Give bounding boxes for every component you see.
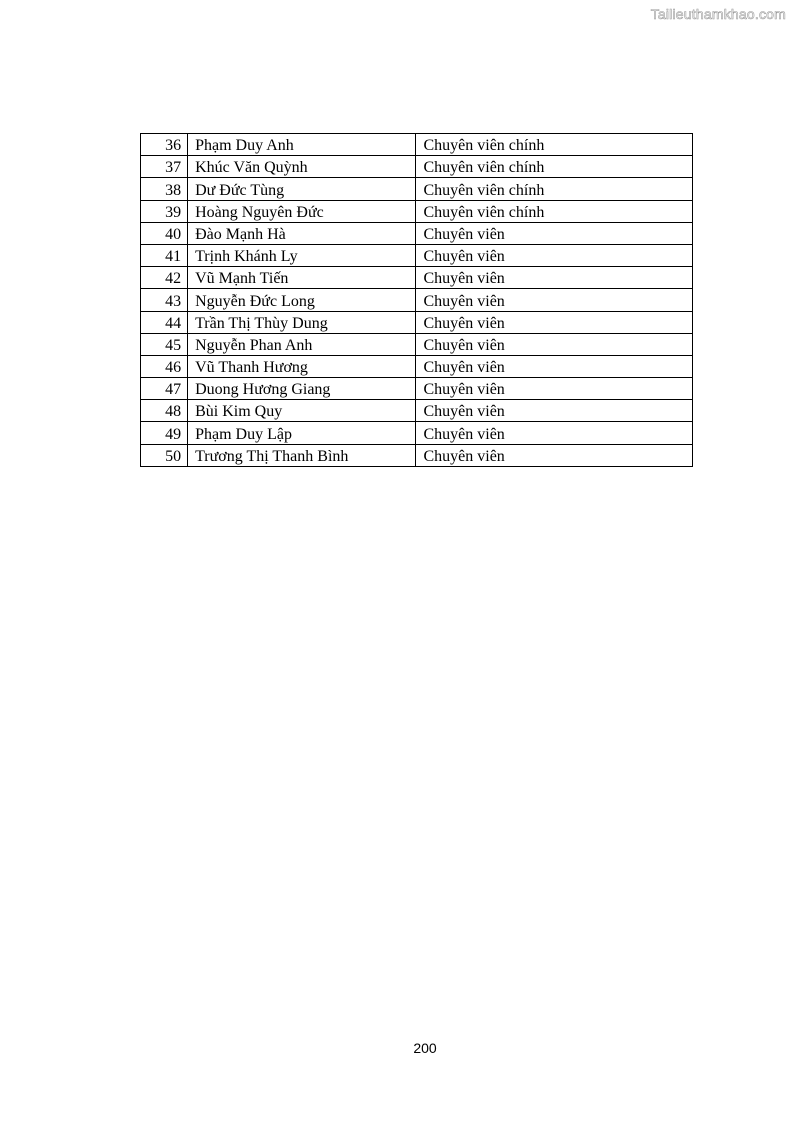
full-name-cell: Trịnh Khánh Ly — [188, 244, 416, 266]
row-number-cell: 39 — [141, 200, 188, 222]
job-title-cell: Chuyên viên — [416, 311, 693, 333]
table-row — [141, 134, 693, 156]
row-number-cell: 44 — [141, 311, 188, 333]
table-row — [141, 222, 693, 244]
watermark-text: Tailieuthamkhao.com — [650, 6, 786, 22]
row-number-cell: 41 — [141, 244, 188, 266]
row-number-cell: 49 — [141, 422, 188, 444]
table-row — [141, 444, 693, 466]
full-name-cell: Nguyễn Phan Anh — [188, 333, 416, 355]
table-row — [141, 267, 693, 289]
job-title-cell: Chuyên viên — [416, 222, 693, 244]
job-title-cell: Chuyên viên — [416, 422, 693, 444]
job-title-cell: Chuyên viên — [416, 444, 693, 466]
full-name-cell: Bùi Kim Quy — [188, 400, 416, 422]
table-row — [141, 422, 693, 444]
table-row — [141, 333, 693, 355]
table-row — [141, 200, 693, 222]
table-row — [141, 178, 693, 200]
full-name-cell: Hoàng Nguyên Đức — [188, 200, 416, 222]
staff-table — [140, 133, 693, 467]
job-title-cell: Chuyên viên chính — [416, 156, 693, 178]
full-name-cell: Trần Thị Thùy Dung — [188, 311, 416, 333]
row-number-cell: 48 — [141, 400, 188, 422]
table-row — [141, 378, 693, 400]
row-number-cell: 43 — [141, 289, 188, 311]
job-title-cell: Chuyên viên chính — [416, 178, 693, 200]
full-name-cell: Nguyễn Đức Long — [188, 289, 416, 311]
table-row — [141, 355, 693, 377]
row-number-cell: 42 — [141, 267, 188, 289]
job-title-cell: Chuyên viên — [416, 400, 693, 422]
row-number-cell: 36 — [141, 134, 188, 156]
job-title-cell: Chuyên viên — [416, 333, 693, 355]
full-name-cell: Duong Hương Giang — [188, 378, 416, 400]
page-number: 200 — [413, 1040, 437, 1056]
table-row — [141, 156, 693, 178]
row-number-cell: 37 — [141, 156, 188, 178]
table-row — [141, 400, 693, 422]
job-title-cell: Chuyên viên chính — [416, 200, 693, 222]
full-name-cell: Khúc Văn Quỳnh — [188, 156, 416, 178]
job-title-cell: Chuyên viên — [416, 244, 693, 266]
table-row — [141, 311, 693, 333]
job-title-cell: Chuyên viên — [416, 267, 693, 289]
row-number-cell: 38 — [141, 178, 188, 200]
full-name-cell: Phạm Duy Anh — [188, 134, 416, 156]
full-name-cell: Đào Mạnh Hà — [188, 222, 416, 244]
staff-table-body — [141, 134, 693, 467]
job-title-cell: Chuyên viên — [416, 355, 693, 377]
table-row — [141, 244, 693, 266]
full-name-cell: Vũ Thanh Hương — [188, 355, 416, 377]
full-name-cell: Vũ Mạnh Tiến — [188, 267, 416, 289]
row-number-cell: 47 — [141, 378, 188, 400]
row-number-cell: 40 — [141, 222, 188, 244]
job-title-cell: Chuyên viên — [416, 378, 693, 400]
row-number-cell: 46 — [141, 355, 188, 377]
job-title-cell: Chuyên viên — [416, 289, 693, 311]
row-number-cell: 50 — [141, 444, 188, 466]
full-name-cell: Trương Thị Thanh Bình — [188, 444, 416, 466]
job-title-cell: Chuyên viên chính — [416, 134, 693, 156]
full-name-cell: Phạm Duy Lập — [188, 422, 416, 444]
row-number-cell: 45 — [141, 333, 188, 355]
full-name-cell: Dư Đức Tùng — [188, 178, 416, 200]
table-row — [141, 289, 693, 311]
